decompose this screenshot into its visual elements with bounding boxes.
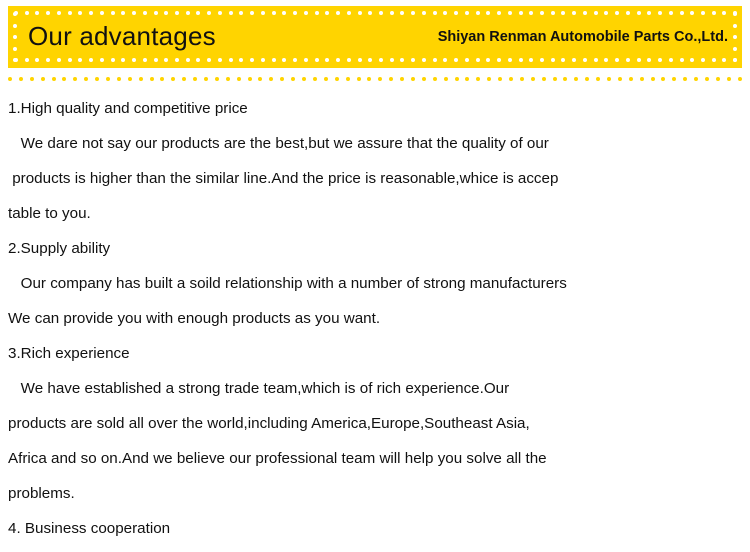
header-banner — [8, 6, 742, 68]
body-line: 1.High quality and competitive price — [8, 100, 248, 117]
page-title: Our advantages — [28, 21, 216, 51]
body-line: table to you. — [8, 205, 91, 222]
body-line: problems. — [8, 485, 75, 502]
body-line: We can provide you with enough products as you want. — [8, 310, 381, 327]
body-line: 3.Rich experience — [8, 345, 130, 362]
body-line: We have established a strong trade team,which is of rich experience.Our — [8, 380, 510, 397]
body-line: Our company has built a soild relationship with a number of strong manufacturers — [8, 275, 567, 292]
advantages-page — [0, 6, 750, 552]
body-line: 2.Supply ability — [8, 240, 111, 257]
advantages-body — [0, 82, 750, 546]
body-line: Africa and so on.And we believe our professional team will help you solve all the — [8, 450, 547, 467]
body-line: products is higher than the similar line.And the price is reasonable,whice is accep — [8, 170, 559, 187]
body-line: products are sold all over the world,including America,Europe,Southeast Asia, — [8, 415, 530, 432]
body-line: 4. Business cooperation — [8, 520, 171, 537]
company-name: Shiyan Renman Automobile Parts Co.,Ltd. — [437, 28, 728, 45]
body-line: We dare not say our products are the best,but we assure that the quality of our — [8, 135, 549, 152]
